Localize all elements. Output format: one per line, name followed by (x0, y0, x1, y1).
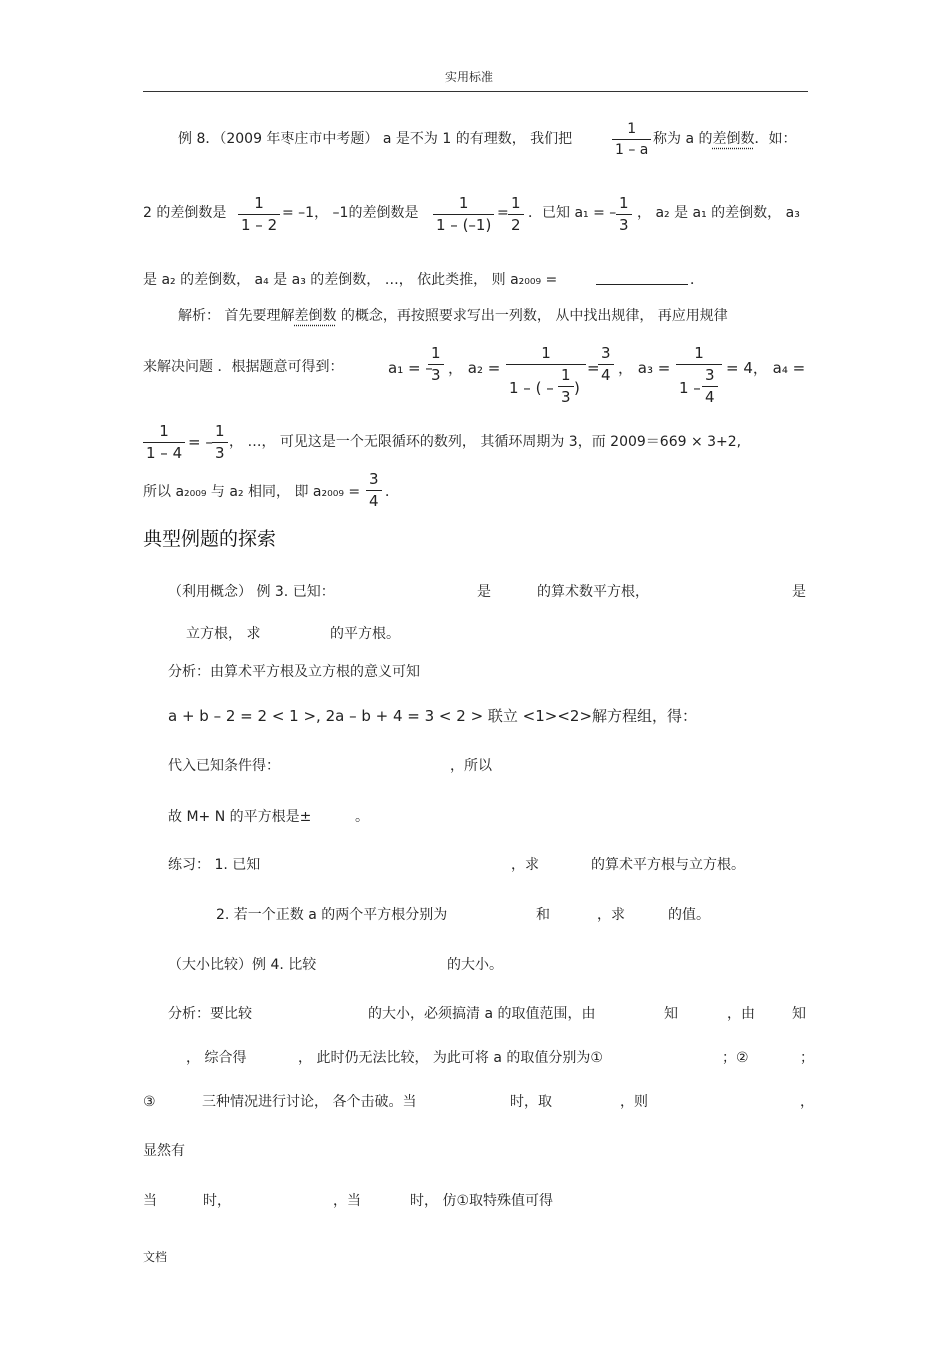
ex3-line5-b: ，所以 (450, 758, 492, 774)
frac-denominator: 3 (558, 386, 574, 405)
practice-line1-b: ，求 (511, 857, 539, 873)
frac-denominator: 3 (428, 364, 444, 383)
ex3-analysis: 分析：由算术平方根及立方根的意义可知 (168, 664, 420, 680)
analysis-line2-text: 来解决问题 ．根据题意可得到： (143, 359, 344, 375)
frac-denominator: 2 (508, 214, 524, 233)
ex8-main-fraction (612, 122, 651, 157)
frac-numerator: 3 (601, 344, 611, 362)
ex8-line3-end: ． (690, 272, 704, 288)
ex4-line2-c: 知 (664, 1006, 678, 1022)
frac-numerator: 1 (627, 121, 637, 137)
a3-equals-a4: = 4， a₄ = (726, 359, 806, 377)
ex4-line2-e: 知 (792, 1006, 806, 1022)
ex8-line2-text2: = –1， –1的差倒数是 (282, 205, 419, 221)
frac-denominator: 1 – 4 (143, 442, 185, 461)
frac-denominator: 1 – 2 (238, 214, 280, 233)
ex8-line1-text: 例 8．（2009 年枣庄市中考题） a 是不为 1 的有理数， 我们把 (178, 131, 573, 147)
ex3-line5-a: 代入已知条件得： (168, 758, 280, 774)
a2-result-fraction (598, 346, 614, 383)
a2009-fraction (366, 472, 382, 509)
ex4-line5: 显然有 (143, 1143, 185, 1159)
ex3-line1-d: 是 (792, 584, 806, 600)
frac-denominator: 3 (616, 214, 632, 233)
page-footer-label: 文档 (143, 1250, 168, 1264)
frac-numerator: 1 (254, 194, 264, 212)
frac-numerator: 1 (159, 422, 169, 440)
practice-line2-d: 的值。 (668, 907, 710, 923)
ex8-fraction-5 (616, 196, 632, 233)
ex3-line1-a: （利用概念） 例 3. 已知： (168, 584, 335, 600)
section-heading: 典型例题的探索 (143, 528, 277, 550)
analysis-line4-end: ． (385, 484, 399, 500)
ex4-line6-c: ，当 (333, 1193, 361, 1209)
den-prefix: 1 – ( – (509, 379, 554, 397)
frac-denominator: 1 – a (612, 139, 651, 157)
frac-denominator (676, 364, 722, 409)
den-prefix: 1 – (679, 379, 701, 397)
ex8-fraction-2 (238, 196, 280, 233)
ex4-line4-a: ③ (143, 1094, 156, 1110)
a3-label: ， a₃ = (618, 359, 671, 377)
frac-denominator: 3 (212, 442, 228, 461)
ex4-line4-b: 三种情况进行讨论， 各个击破。当 (202, 1094, 417, 1110)
frac-numerator: 1 (561, 366, 571, 384)
a4-result-fraction (212, 424, 228, 461)
a2-complex-fraction (506, 346, 586, 409)
ex8-line3-text: 是 a₂ 的差倒数， a₄ 是 a₃ 的差倒数， …， 依此类推， 则 a₂₀₀₉ = (143, 272, 558, 288)
analysis-text-span: 的概念，再按照要求写出一列数， 从中找出规律， 再应用规律 (336, 308, 728, 324)
a1-fraction (428, 346, 444, 383)
analysis-term-dotted: 差倒数 (294, 308, 337, 324)
ex8-line2-text: 2 的差倒数是 (143, 205, 227, 221)
ex4-line3-a: ， 综合得 (186, 1050, 247, 1066)
ex8-line2-text3: ．已知 a₁ = – (528, 205, 617, 221)
a2-label: ， a₂ = (448, 359, 501, 377)
ex8-fraction-3 (433, 196, 494, 233)
ex3-line1-b: 是 (477, 584, 491, 600)
ex4-line3-b: ， 此时仍无法比较， 为此可将 a 的取值分别为① (298, 1050, 603, 1066)
ex8-fraction-4 (508, 196, 524, 233)
ex4-line6-d: 时， 仿①取特殊值可得 (410, 1193, 554, 1209)
a4-equals: = – (188, 433, 213, 451)
a1-label: a₁ = – (388, 359, 433, 377)
frac-denominator: 4 (598, 364, 614, 383)
frac-numerator: 1 (694, 344, 704, 362)
a3-complex-fraction (676, 346, 722, 409)
frac-denominator: 4 (366, 490, 382, 509)
frac-numerator: 1 (541, 344, 551, 362)
den-suffix: ) (574, 379, 580, 397)
ex8-line2-text4: ， a₂ 是 a₁ 的差倒数， a₃ (637, 205, 800, 221)
ex8-text-span: 称为 a 的 (653, 131, 713, 147)
nested-fraction (702, 368, 718, 405)
ex8-term-dotted: 差倒数 (712, 131, 755, 147)
header-rule (143, 91, 808, 92)
analysis-line3-text: ， …， 可见这是一个无限循环的数列， 其循环周期为 3，而 2009＝669 × 3+2, (229, 434, 742, 450)
a2-equals: = (587, 359, 600, 377)
frac-numerator: 1 (215, 422, 225, 440)
frac-denominator: 4 (702, 386, 718, 405)
ex8-text-span: ．如： (754, 131, 797, 147)
ex8-line1-text2 (653, 132, 796, 146)
practice-line2-b: 和 (536, 907, 550, 923)
practice-line2-a: 2. 若一个正数 a 的两个平方根分别为 (216, 907, 448, 923)
frac-denominator (506, 364, 586, 409)
analysis-line1 (178, 309, 728, 323)
analysis-line4-text: 所以 a₂₀₀₉ 与 a₂ 相同， 即 a₂₀₀₉ = (143, 484, 361, 500)
ex3-equations: a + b – 2 = 2 < 1 >, 2a – b + 4 = 3 < 2 > 联立 <1><2>解方程组，得： (168, 707, 698, 725)
ex4-line4-d: ，则 (620, 1094, 648, 1110)
frac-numerator: 1 (619, 194, 629, 212)
ex3-line6-b: 。 (355, 809, 369, 825)
ex4-line3-c: ；② (722, 1050, 749, 1066)
nested-fraction (558, 368, 574, 405)
ex4-line3-d: ； (800, 1050, 814, 1066)
answer-blank (596, 272, 688, 285)
ex4-line4-c: 时，取 (510, 1094, 552, 1110)
frac-numerator: 1 (431, 344, 441, 362)
ex4-line2-a: 分析：要比较 (168, 1006, 252, 1022)
ex4-line6-a: 当 (143, 1193, 157, 1209)
practice-line1-c: 的算术平方根与立方根。 (591, 857, 745, 873)
frac-denominator: 1 – (–1) (433, 214, 494, 233)
practice-line2-c: ，求 (597, 907, 625, 923)
frac-numerator: 3 (369, 470, 379, 488)
ex3-line6-a: 故 M+ N 的平方根是± (168, 809, 312, 825)
ex3-line2-a: 立方根， 求 (186, 626, 261, 642)
frac-numerator: 1 (511, 194, 521, 212)
analysis-text-span: 解析： 首先要理解 (178, 308, 295, 324)
ex8-equals: = (497, 205, 509, 221)
ex4-line4-e: ， (800, 1094, 814, 1110)
ex4-line1-b: 的大小。 (447, 957, 503, 973)
frac-numerator: 3 (705, 366, 715, 384)
ex3-line2-b: 的平方根。 (330, 626, 400, 642)
frac-numerator: 1 (458, 194, 469, 212)
ex4-line2-d: ，由 (727, 1006, 755, 1022)
practice-line1-a: 练习： 1. 已知 (168, 857, 261, 873)
ex4-line1-a: （大小比较）例 4. 比较 (168, 957, 317, 973)
page-header-title: 实用标准 (445, 70, 494, 84)
a4-fraction (143, 424, 185, 461)
ex4-line2-b: 的大小，必须搞清 a 的取值范围，由 (368, 1006, 596, 1022)
ex4-line6-b: 时， (203, 1193, 231, 1209)
ex3-line1-c: 的算术数平方根， (537, 584, 649, 600)
